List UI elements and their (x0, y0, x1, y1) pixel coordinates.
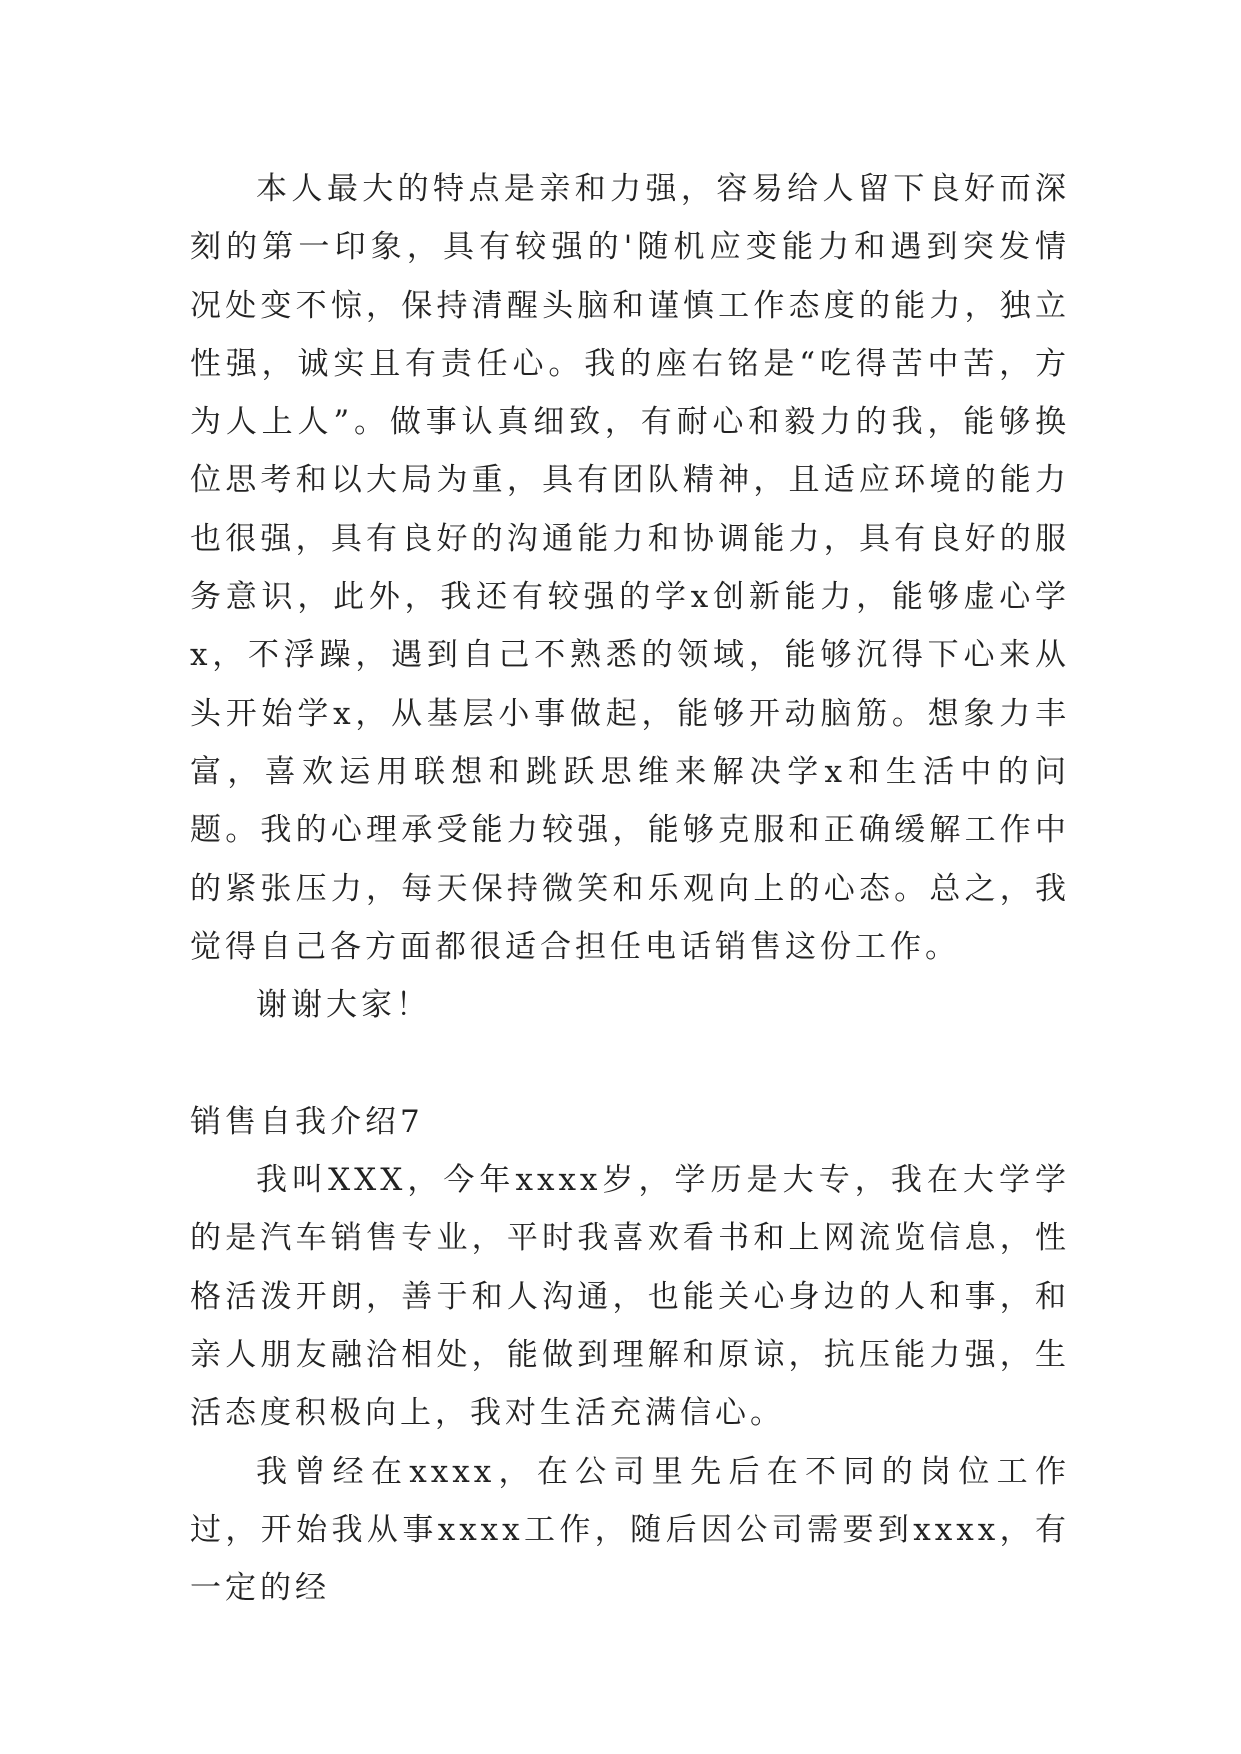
body-paragraph-thanks: 谢谢大家！ (256, 987, 431, 1024)
document-body (190, 160, 1070, 1617)
section-paragraph-experience: 我曾经在xxxx，在公司里先后在不同的岗位工作过，开始我从事xxxx工作，随后因公司需要到xxxx，有一定的经 (190, 1453, 1070, 1607)
section-paragraph-background: 我叫XXX，今年xxxx岁，学历是大专，我在大学学的是汽车销售专业，平时我喜欢看书和上网流览信息，性格活泼开朗，善于和人沟通，也能关心身边的人和事，和亲人朋友融洽相处，能做到理解和原谅，抗压能力强，生活态度积极向上，我对生活充满信心。 (190, 1162, 1070, 1432)
body-paragraph-self-intro: 本人最大的特点是亲和力强，容易给人留下良好而深刻的第一印象，具有较强的'随机应变能力和遇到突发情况处变不惊，保持清醒头脑和谨慎工作态度的能力，独立性强，诚实且有责任心。我的座右铭是“吃得苦中苦，方为人上人”。做事认真细致，有耐心和毅力的我，能够换位思考和以大局为重，具有团队精神，且适应环境的能力也很强，具有良好的沟通能力和协调能力，具有良好的服务意识，此外，我还有较强的学x创新能力，能够虚心学x，不浮躁，遇到自己不熟悉的领域，能够沉得下心来从头开始学x，从基层小事做起，能够开动脑筋。想象力丰富，喜欢运用联想和跳跃思维来解决学x和生活中的问题。我的心理承受能力较强，能够克服和正确缓解工作中的紧张压力，每天保持微笑和乐观向上的心态。总之，我觉得自己各方面都很适合担任电话销售这份工作。 (190, 171, 1070, 965)
section-heading: 销售自我介绍7 (190, 1103, 424, 1140)
